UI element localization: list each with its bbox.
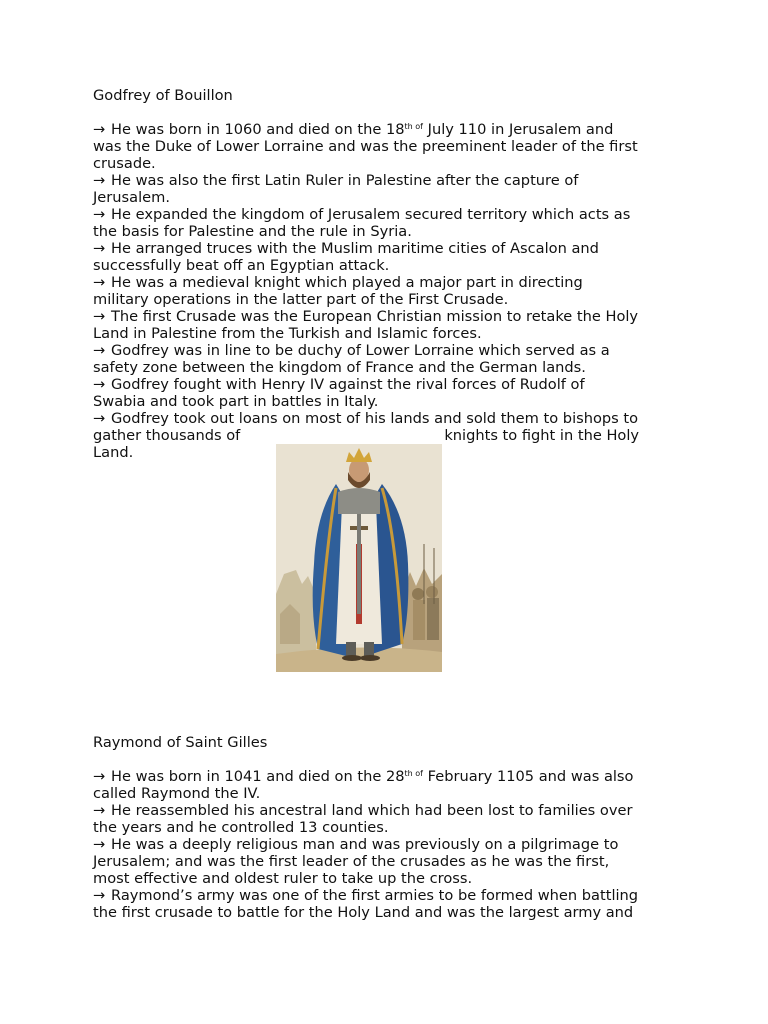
- arrow-icon: →: [93, 240, 106, 257]
- text-line: → He was born in 1041 and died on the $28^{th of}$ February 1105 and was also: [93, 768, 634, 785]
- text-line: → He reassembled his ancestral land which had been lost to families over: [93, 802, 633, 819]
- text-line: → Godfrey was in line to be duchy of Lower Lorraine which served as a: [93, 342, 610, 359]
- text-line: Land.: [93, 444, 134, 461]
- text-line: gather thousands of knights to fight in the Holy: [93, 427, 640, 444]
- text-line: was the Duke of Lower Lorraine and was the preeminent leader of the first: [93, 138, 638, 155]
- text-line: crusade.: [93, 155, 156, 172]
- text-line: most effective and oldest ruler to take up the cross.: [93, 870, 473, 887]
- text-line: → He arranged truces with the Muslim maritime cities of Ascalon and: [93, 240, 599, 257]
- arrow-icon: →: [93, 206, 106, 223]
- text-line: Swabia and took part in battles in Italy.: [93, 393, 379, 410]
- text-line: the years and he controlled 13 counties.: [93, 819, 389, 836]
- arrow-icon: →: [93, 274, 106, 291]
- godfrey-paragraph: [93, 121, 693, 461]
- text-line: safety zone between the kingdom of France and the German lands.: [93, 359, 586, 376]
- arrow-icon: →: [93, 836, 106, 853]
- text-line: → He was also the first Latin Ruler in Palestine after the capture of: [93, 172, 579, 189]
- section-title-raymond: Raymond of Saint Gilles: [93, 734, 268, 751]
- text-line: Jerusalem; and was the first leader of the crusades as he was the first,: [93, 853, 610, 870]
- arrow-icon: →: [93, 342, 106, 359]
- text-line: military operations in the latter part of the First Crusade.: [93, 291, 509, 308]
- godfrey-portrait-image: [276, 444, 442, 672]
- text-line: Land in Palestine from the Turkish and Islamic forces.: [93, 325, 482, 342]
- arrow-icon: →: [93, 887, 106, 904]
- text-line: → Raymond’s army was one of the first armies to be formed when battling: [93, 887, 639, 904]
- arrow-icon: →: [93, 768, 106, 785]
- text-line: → He expanded the kingdom of Jerusalem secured territory which acts as: [93, 206, 631, 223]
- text-line: the first crusade to battle for the Holy Land and was the largest army and: [93, 904, 634, 921]
- arrow-icon: →: [93, 172, 106, 189]
- text-line: → Godfrey took out loans on most of his lands and sold them to bishops to: [93, 410, 639, 427]
- arrow-icon: →: [93, 802, 106, 819]
- text-line: → He was born in 1060 and died on the $18^{th of}$ July 110 in Jerusalem and: [93, 121, 614, 138]
- raymond-paragraph: [93, 768, 693, 921]
- text-line: → He was a deeply religious man and was previously on a pilgrimage to: [93, 836, 619, 853]
- text-line: Jerusalem.: [93, 189, 170, 206]
- text-line: → Godfrey fought with Henry IV against the rival forces of Rudolf of: [93, 376, 585, 393]
- text-line: successfully beat off an Egyptian attack.: [93, 257, 390, 274]
- text-line: the basis for Palestine and the rule in Syria.: [93, 223, 412, 240]
- section-title-godfrey: Godfrey of Bouillon: [93, 87, 233, 104]
- text-line: called Raymond the IV.: [93, 785, 261, 802]
- arrow-icon: →: [93, 410, 106, 427]
- text-line: → He was a medieval knight which played a major part in directing: [93, 274, 583, 291]
- text-line: → The first Crusade was the European Christian mission to retake the Holy: [93, 308, 639, 325]
- arrow-icon: →: [93, 308, 106, 325]
- arrow-icon: →: [93, 121, 106, 138]
- arrow-icon: →: [93, 376, 106, 393]
